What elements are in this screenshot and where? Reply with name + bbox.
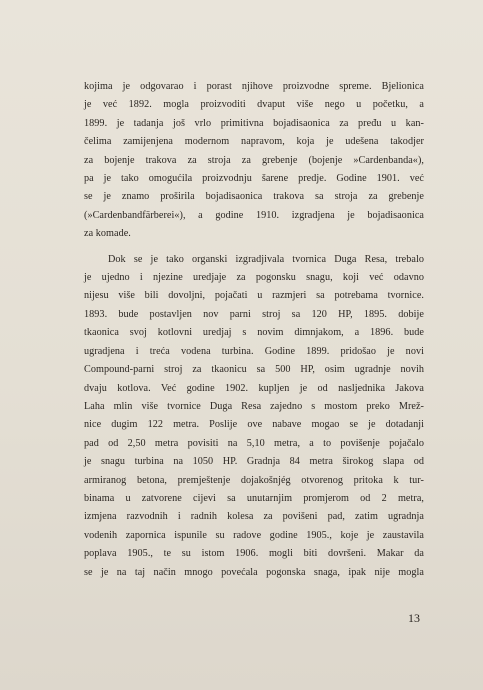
paragraph-1 xyxy=(84,78,424,244)
page-number: 13 xyxy=(408,611,420,625)
text-line: tkaonica svoj kotlovni uredjaj s novim dimnjakom, a 1896. bude xyxy=(84,327,424,339)
body-text xyxy=(84,78,424,582)
text-line: ugradjena i treća vodena turbina. Godine 1899. pridošao je novi xyxy=(84,345,424,357)
text-line: je već 1892. mogla proizvoditi dvaput više nego u početku, a xyxy=(84,99,424,111)
text-line: 1893. bude postavljen nov parni stroj sa 120 HP, 1895. dobije xyxy=(84,308,424,320)
text-line: pad od 2,50 metra povisiti na 5,10 metra, a to povišenje pojačalo xyxy=(84,437,424,449)
text-line: armiranog betona, premještenje dojakošnjég otvorenog pritoka k tur- xyxy=(84,474,424,486)
text-line: vodenih zapornica ispunile su radove godine 1905., koje je zaustavila xyxy=(84,529,424,541)
text-line: poplava 1905., te su istom 1906. mogli biti dovršeni. Makar da xyxy=(84,548,424,560)
text-line: se je znamo proširila bojadisaonica trakova sa stroja za grebenje xyxy=(84,191,424,203)
text-line: nijesu više bili dovoljni, pojačati u razmjeri sa potrebama tvornice. xyxy=(84,290,424,302)
text-line: 1899. je tadanja još vrlo primitivna bojadisaonica za pređu u kan- xyxy=(84,117,424,129)
text-line: pa je tako omogućila proizvodnju šarene predje. Godine 1901. već xyxy=(84,173,424,185)
paragraph-gap xyxy=(84,244,424,251)
paragraph-2 xyxy=(84,251,424,582)
text-line: Compound-parni stroj za tkaonicu sa 500 HP, osim ugradnje novih xyxy=(84,364,424,376)
text-line: se je na taj način mnogo povećala pogonska snaga, ipak nije mogla xyxy=(84,566,424,578)
text-line: kojima je odgovarao i porast njihove proizvodne spreme. Bjelionica xyxy=(84,81,424,92)
text-line: izmjena razvodnih i radnih kolesa za povišeni pad, zatim ugradnja xyxy=(84,511,424,523)
text-line: je snagu turbina na 1050 HP. Gradnja 84 metra širokog slapa od xyxy=(84,456,424,468)
text-line: je ujedno i njezine uredjaje za pogonsku snagu, koji već odavno xyxy=(84,272,424,284)
text-line: nice dugim 122 metra. Poslije ove nabave mogao se je dotadanji xyxy=(84,419,424,431)
text-line: čelima zamijenjena modernom napravom, koja je udešena takodjer xyxy=(84,136,424,148)
text-line: za bojenje trakova za stroja za grebenje (bojenje »Cardenbanda«), xyxy=(84,154,424,166)
text-line: Laha mlin više tvornice Duga Resa zajedno s mostom preko Mrež- xyxy=(84,400,424,412)
text-line: (»Cardenbandfärberei«), a godine 1910. izgradjena je bojadisaonica xyxy=(84,209,424,221)
text-line: Dok se je tako organski izgradjivala tvornica Duga Resa, trebalo xyxy=(108,253,424,265)
text-line: dvaju kotlova. Već godine 1902. kupljen je od nasljednika Jakova xyxy=(84,382,424,394)
text-line: binama u zatvorene cijevi sa unutarnjim promjerom od 2 metra, xyxy=(84,492,424,504)
text-line: za komade. xyxy=(84,228,131,240)
